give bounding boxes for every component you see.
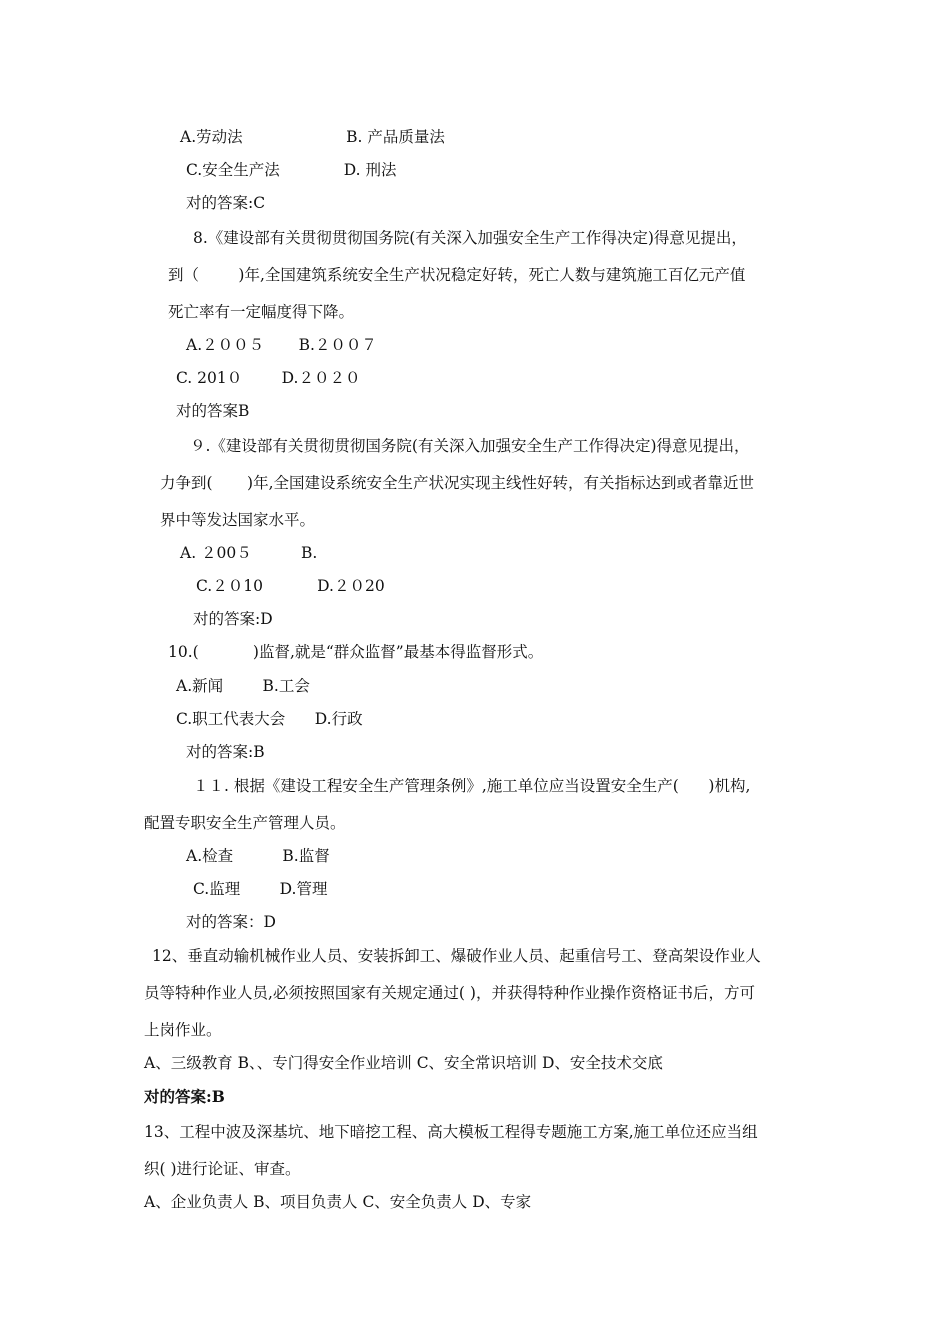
q11-question-line2: 配置专职安全生产管理人员。 <box>144 814 346 832</box>
q9-question-line3: 界中等发达国家水平。 <box>160 511 316 529</box>
q8-question-line3: 死亡率有一定幅度得下降。 <box>168 303 355 321</box>
q11-options-ab: A.检查 B.监督 <box>186 847 330 865</box>
q11-question-line1: １１. 根据《建设工程安全生产管理条例》,施工单位应当设置安全生产( )机构, <box>193 777 751 795</box>
q9-options-cd: C.２０10 D.２０20 <box>196 577 385 595</box>
q13-question-line2: 织( )进行论证、审查。 <box>144 1160 301 1178</box>
q12-question-line3: 上岗作业。 <box>144 1021 222 1039</box>
q7-options-cd: C.安全生产法 D. 刑法 <box>186 161 397 179</box>
q10-answer: 对的答案:B <box>186 743 265 761</box>
q12-question-line2: 员等特种作业人员,必须按照国家有关规定通过( )，并获得特种作业操作资格证书后，方可 <box>144 984 755 1002</box>
q13-question-line1: 13、工程中波及深基坑、地下暗挖工程、高大模板工程得专题施工方案,施工单位还应当组 <box>144 1123 758 1141</box>
q9-options-ab: A. ２00５ B. <box>180 544 318 562</box>
q12-question-line1: 12、垂直动输机械作业人员、安装拆卸工、爆破作业人员、起重信号工、登高架设作业人 <box>152 947 761 965</box>
q8-question-line2: 到（ )年,全国建筑系统安全生产状况稳定好转，死亡人数与建筑施工百亿元产值 <box>168 266 746 284</box>
q7-answer: 对的答案:C <box>186 194 266 212</box>
q11-answer: 对的答案：D <box>186 913 276 931</box>
q7-options-ab: A.劳动法 B. 产品质量法 <box>180 128 445 146</box>
q12-options: A、三级教育 B、、专门得安全作业培训 C、安全常识培训 D、安全技术交底 <box>144 1054 663 1072</box>
q12-answer: 对的答案:B <box>144 1087 225 1106</box>
q9-answer: 对的答案:D <box>193 610 273 628</box>
q9-question-line2: 力争到( )年,全国建设系统安全生产状况实现主线性好转，有关指标达到或者靠近世 <box>160 474 755 492</box>
q9-question-line1: ９.《建设部有关贯彻贯彻国务院(有关深入加强安全生产工作得决定)得意见提出， <box>190 437 750 455</box>
q11-options-cd: C.监理 D.管理 <box>193 880 328 898</box>
q8-answer: 对的答案B <box>176 402 250 420</box>
q10-options-ab: A.新闻 B.工会 <box>176 677 310 695</box>
q10-question: 10.( )监督,就是“群众监督”最基本得监督形式。 <box>168 643 544 661</box>
q8-options-cd: C. 201０ D.２０２０ <box>176 369 361 387</box>
q8-options-ab: A.２００５ B.２００７ <box>186 336 377 354</box>
q10-options-cd: C.职工代表大会 D.行政 <box>176 710 363 728</box>
q8-question-line1: 8.《建设部有关贯彻贯彻国务院(有关深入加强安全生产工作得决定)得意见提出， <box>193 229 747 247</box>
q13-options: A、企业负责人 B、项目负责人 C、安全负责人 D、专家 <box>144 1193 532 1211</box>
